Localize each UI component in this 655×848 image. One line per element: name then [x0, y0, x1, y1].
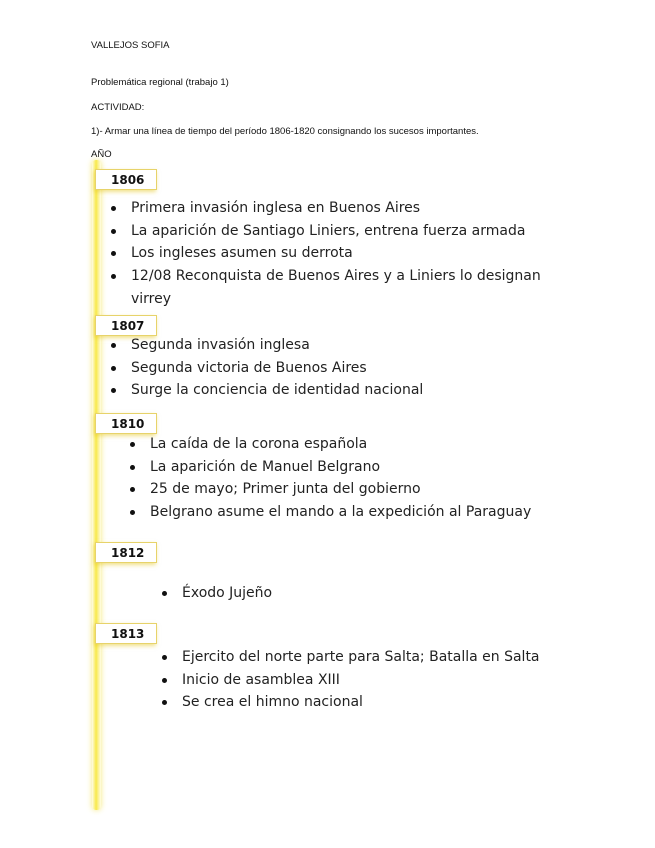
- year-box-1812: 1812: [95, 542, 157, 563]
- event-item: 25 de mayo; Primer junta del gobierno: [130, 478, 550, 501]
- event-item: La aparición de Manuel Belgrano: [130, 456, 550, 479]
- event-item: Inicio de asamblea XIII: [162, 669, 582, 692]
- event-item: Surge la conciencia de identidad nacional: [111, 379, 531, 402]
- event-item: La aparición de Santiago Liniers, entrena fuerza armada: [111, 220, 551, 243]
- event-item: 12/08 Reconquista de Buenos Aires y a Liniers lo designan virrey: [111, 265, 551, 311]
- document-subtitle: Problemática regional (trabajo 1): [91, 77, 229, 88]
- task-instruction: 1)- Armar una línea de tiempo del período 1806-1820 consignando los sucesos importantes.: [91, 126, 479, 137]
- event-item: Primera invasión inglesa en Buenos Aires: [111, 197, 551, 220]
- author-name: VALLEJOS SOFIA: [91, 40, 170, 51]
- event-list-1806: [111, 197, 551, 311]
- event-item: Los ingleses asumen su derrota: [111, 242, 551, 265]
- event-item: Segunda invasión inglesa: [111, 334, 531, 357]
- event-list-1807: [111, 334, 531, 402]
- year-box-1813: 1813: [95, 623, 157, 644]
- year-box-1807: 1807: [95, 315, 157, 336]
- event-item: La caída de la corona española: [130, 433, 550, 456]
- event-item: Éxodo Jujeño: [162, 582, 462, 605]
- year-box-1806: 1806: [95, 169, 157, 190]
- event-list-1810: [130, 433, 550, 523]
- event-item: Segunda victoria de Buenos Aires: [111, 357, 531, 380]
- event-item: Ejercito del norte parte para Salta; Batalla en Salta: [162, 646, 582, 669]
- event-item: Belgrano asume el mando a la expedición al Paraguay: [130, 501, 550, 524]
- timeline-bar: [92, 160, 101, 810]
- year-column-heading: AÑO: [91, 149, 112, 160]
- activity-label: ACTIVIDAD:: [91, 102, 145, 113]
- event-list-1812: [162, 582, 462, 605]
- event-item: Se crea el himno nacional: [162, 691, 582, 714]
- year-box-1810: 1810: [95, 413, 157, 434]
- event-list-1813: [162, 646, 582, 714]
